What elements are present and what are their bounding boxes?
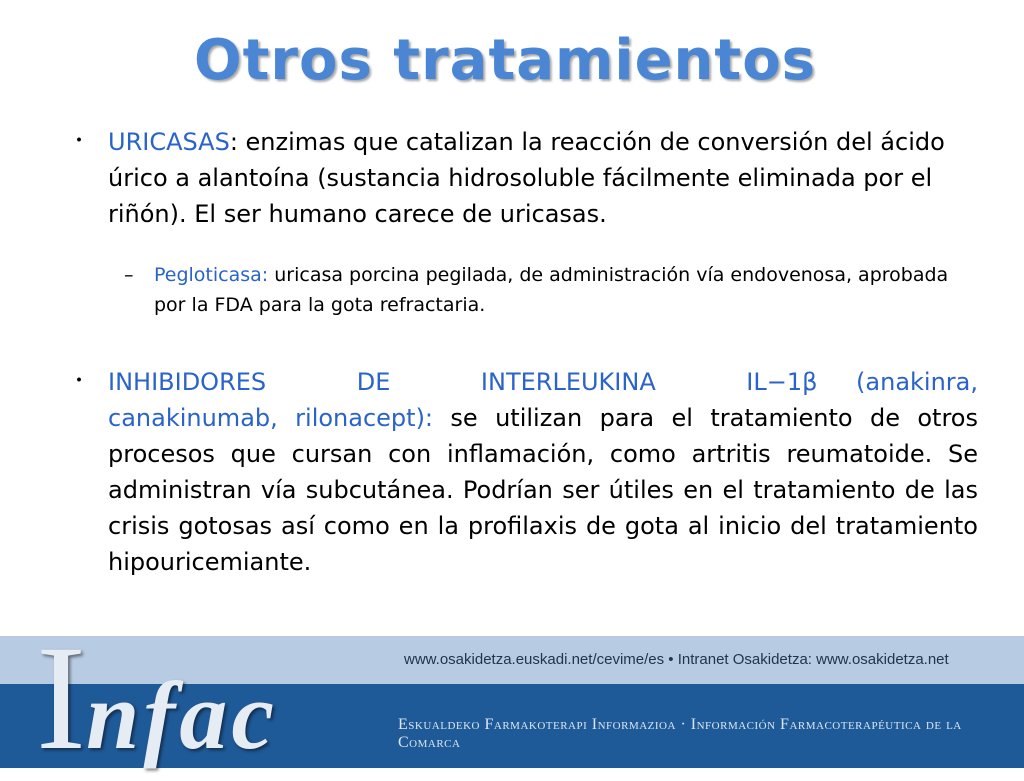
bullet-marker: ・ — [68, 369, 91, 394]
bullet-term: URICASAS — [108, 128, 230, 156]
infac-logo — [36, 615, 278, 781]
sub-bullet-text: uricasa porcina pegilada, de administración vía endovenosa, aprobada por la FDA para la gota refractaria. — [154, 264, 949, 316]
bullet-uricasas — [68, 124, 978, 232]
footer-links: www.osakidetza.euskadi.net/cevime/es • Intranet Osakidetza: www.osakidetza.net — [404, 651, 949, 668]
bullet-inhibidores — [68, 364, 978, 580]
sub-bullet-marker: – — [124, 264, 134, 286]
sub-bullet-pegloticasa — [124, 260, 974, 320]
footer-subtitle: Eskualdeko Farmakoterapi Informazioa · Información Farmacoterapéutica de la Comarca — [398, 716, 962, 751]
bullet-text: : enzimas que catalizan la reacción de conversión del ácido úrico a alantoína (sustancia hidrosoluble fácilmente eliminada por el riñón). El ser humano carece de uricasas. — [108, 128, 945, 228]
bullet-term: INHIBIDORES DE INTERLEUKINA IL−1β — [108, 368, 818, 396]
logo-initial: I — [36, 615, 86, 781]
bullet-marker: ・ — [68, 129, 91, 154]
bullet-text: se utilizan para el tratamiento de otros procesos que cursan con inflamación, como artritis reumatoide. Se administran vía subcutánea. Podrían ser útiles en el tratamiento de las crisis gotosas así como en la profilaxis de gota al inicio del tratamiento hipouricemiante. — [108, 404, 978, 576]
sub-bullet-term: Pegloticasa: — [154, 264, 269, 286]
slide-title: Otros tratamientos — [194, 28, 816, 93]
bullet-term-note: (anakinra, canakinumab, rilonacept): — [108, 368, 978, 432]
logo-rest: nfac — [85, 662, 278, 769]
